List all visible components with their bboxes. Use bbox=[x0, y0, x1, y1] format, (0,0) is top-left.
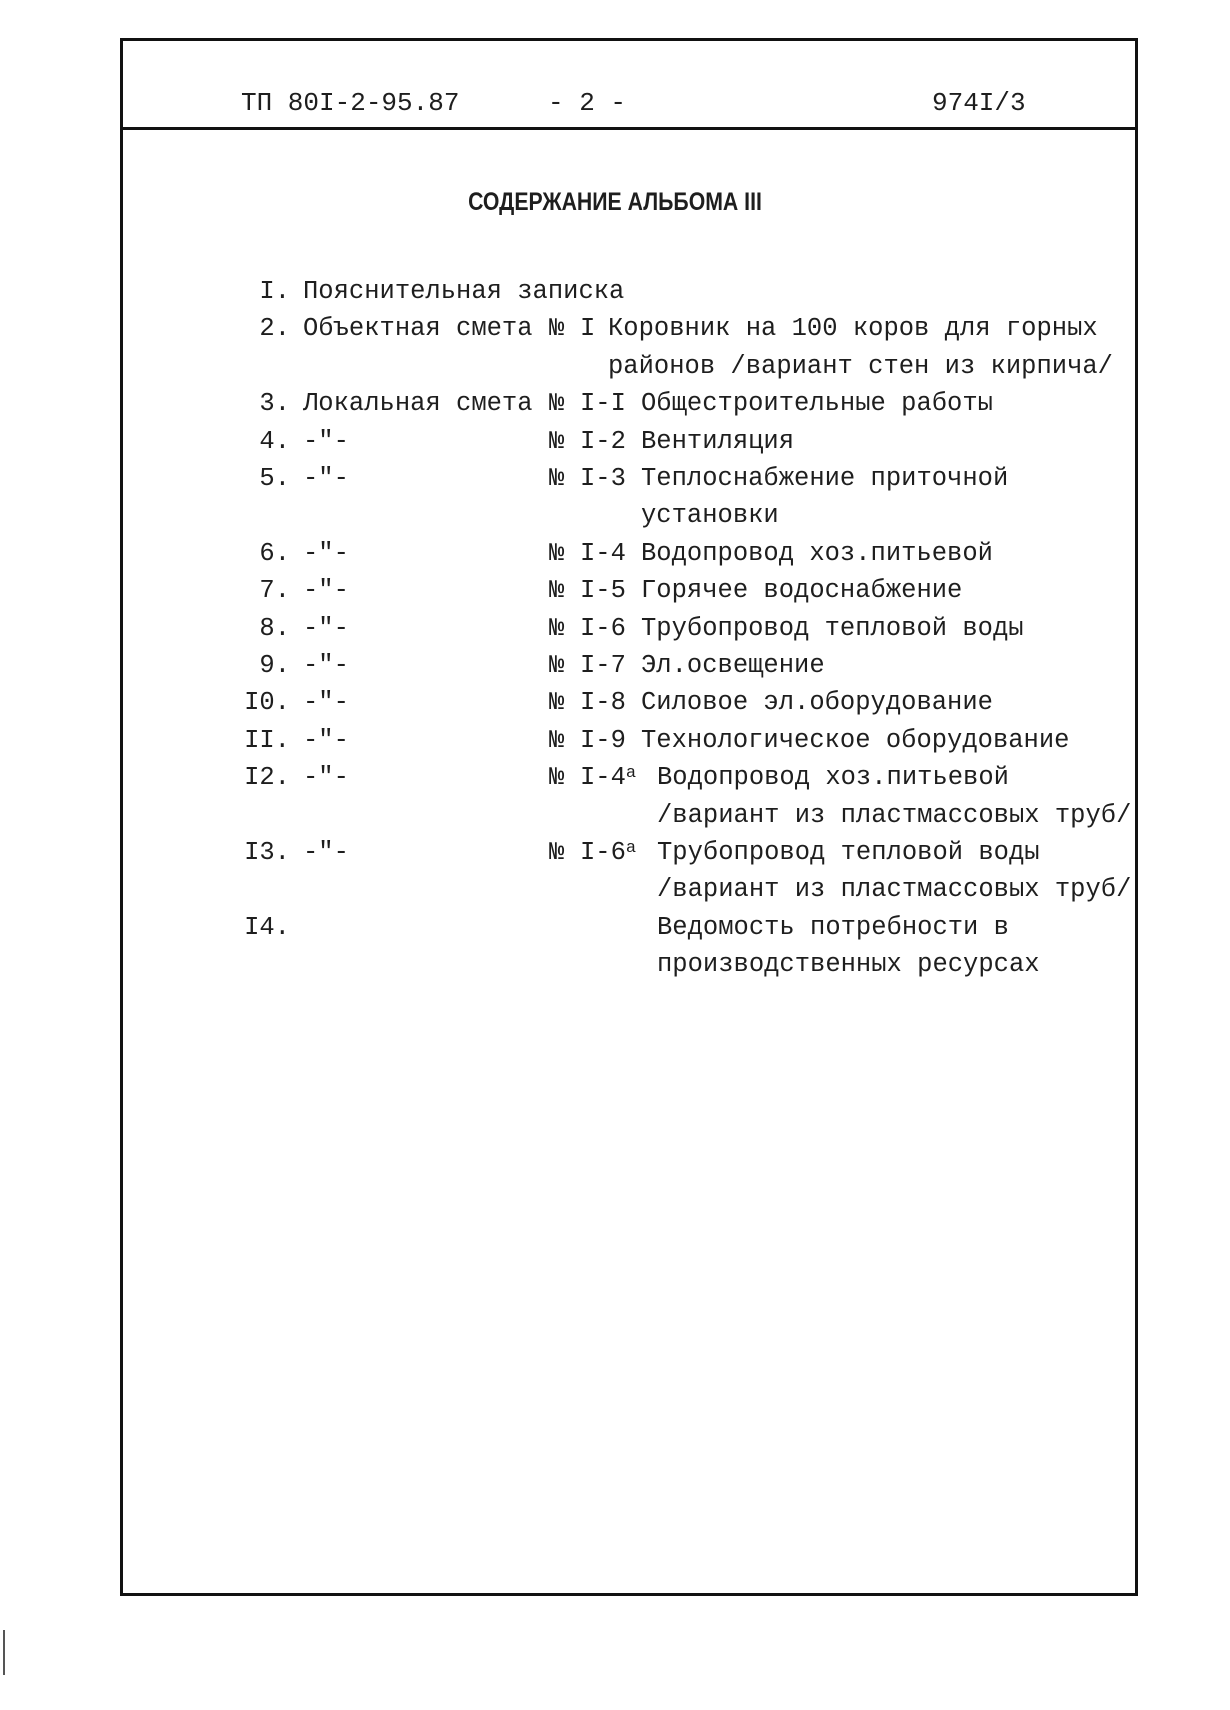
item-title: Силовое эл.оборудование bbox=[641, 688, 993, 718]
item-number: 6. bbox=[259, 538, 290, 568]
number-sign: № bbox=[549, 688, 565, 718]
item-title: Водопровод хоз.питьевой bbox=[641, 538, 993, 568]
item-label: -"- bbox=[303, 538, 349, 568]
item-number: I. bbox=[259, 277, 290, 306]
item-label: Локальная смета bbox=[303, 389, 533, 419]
number-sign: № bbox=[549, 725, 565, 755]
item-code: I-8 bbox=[580, 688, 626, 718]
item-label: -"- bbox=[303, 613, 349, 643]
item-label: -"- bbox=[303, 651, 349, 680]
item-label: -"- bbox=[303, 464, 349, 493]
number-sign: № bbox=[549, 576, 565, 606]
item-code: I-4 bbox=[580, 538, 626, 568]
item-code: I-I bbox=[580, 389, 626, 419]
item-title-continuation: установки bbox=[641, 501, 779, 531]
item-code: I-6 bbox=[580, 613, 626, 643]
margin-mark bbox=[3, 1630, 5, 1675]
number-sign: № bbox=[549, 389, 565, 419]
item-number: 2. bbox=[259, 314, 290, 344]
number-sign: № bbox=[549, 464, 565, 493]
number-sign: № bbox=[549, 314, 565, 344]
item-title-continuation: производственных ресурсах bbox=[657, 950, 1040, 980]
number-sign: № bbox=[549, 426, 565, 456]
item-number: 7. bbox=[259, 576, 290, 606]
number-sign: № bbox=[549, 613, 565, 643]
item-label: -"- bbox=[303, 576, 349, 606]
item-label: -"- bbox=[303, 688, 349, 718]
document-code: ТП 80I-2-95.87 bbox=[241, 88, 460, 118]
number-sign: № bbox=[549, 538, 565, 568]
item-code: I-2 bbox=[580, 426, 626, 456]
item-number: I3. bbox=[244, 838, 290, 867]
item-title: Трубопровод тепловой воды bbox=[657, 838, 1040, 867]
number-sign: № bbox=[549, 838, 565, 867]
item-label: -"- bbox=[303, 763, 349, 793]
album-code: 974I/3 bbox=[932, 88, 1026, 118]
page-title: СОДЕРЖАНИЕ АЛЬБОМА III bbox=[468, 188, 762, 216]
item-number: I4. bbox=[244, 912, 290, 942]
item-code: $I-4^а$ bbox=[580, 763, 637, 793]
item-title: Трубопровод тепловой воды bbox=[641, 613, 1024, 643]
item-number: 5. bbox=[259, 464, 290, 493]
item-code: $I-6^а$ bbox=[580, 838, 637, 867]
item-title: Эл.освещение bbox=[641, 651, 825, 680]
header-divider bbox=[120, 127, 1138, 130]
item-code: I-5 bbox=[580, 576, 626, 606]
item-title: Общестроительные работы bbox=[641, 389, 993, 419]
item-number: II. bbox=[244, 725, 290, 755]
item-title: Технологическое оборудование bbox=[641, 725, 1070, 755]
item-title: Вентиляция bbox=[641, 426, 795, 456]
number-sign: № bbox=[549, 651, 565, 680]
item-code: I-7 bbox=[580, 651, 626, 680]
item-code-suffix: а bbox=[625, 764, 637, 784]
item-label: Пояснительная записка bbox=[303, 277, 625, 306]
item-code: I-3 bbox=[580, 464, 626, 493]
item-title-continuation: /вариант из пластмассовых труб/ bbox=[657, 800, 1132, 830]
item-label: -"- bbox=[303, 838, 349, 867]
item-title-continuation: районов /вариант стен из кирпича/ bbox=[608, 351, 1113, 381]
item-number: 8. bbox=[259, 613, 290, 643]
item-number: 9. bbox=[259, 651, 290, 680]
number-sign: № bbox=[549, 763, 565, 793]
item-title: Горячее водоснабжение bbox=[641, 576, 963, 606]
item-title: Ведомость потребности в bbox=[657, 912, 1009, 942]
item-number: 3. bbox=[259, 389, 290, 419]
item-title: Теплоснабжение приточной bbox=[641, 464, 1009, 493]
item-code: I bbox=[580, 314, 596, 344]
item-label: Объектная смета bbox=[303, 314, 533, 344]
item-number: 4. bbox=[259, 426, 290, 456]
item-label: -"- bbox=[303, 725, 349, 755]
item-title-continuation: /вариант из пластмассовых труб/ bbox=[657, 875, 1132, 905]
item-title: Коровник на 100 коров для горных bbox=[608, 314, 1098, 344]
item-number: I2. bbox=[244, 763, 290, 793]
item-number: I0. bbox=[244, 688, 290, 718]
item-title: Водопровод хоз.питьевой bbox=[657, 763, 1009, 793]
item-label: -"- bbox=[303, 426, 349, 456]
page-number: - 2 - bbox=[548, 88, 627, 118]
item-code-suffix: а bbox=[625, 839, 637, 858]
item-code: I-9 bbox=[580, 725, 626, 755]
